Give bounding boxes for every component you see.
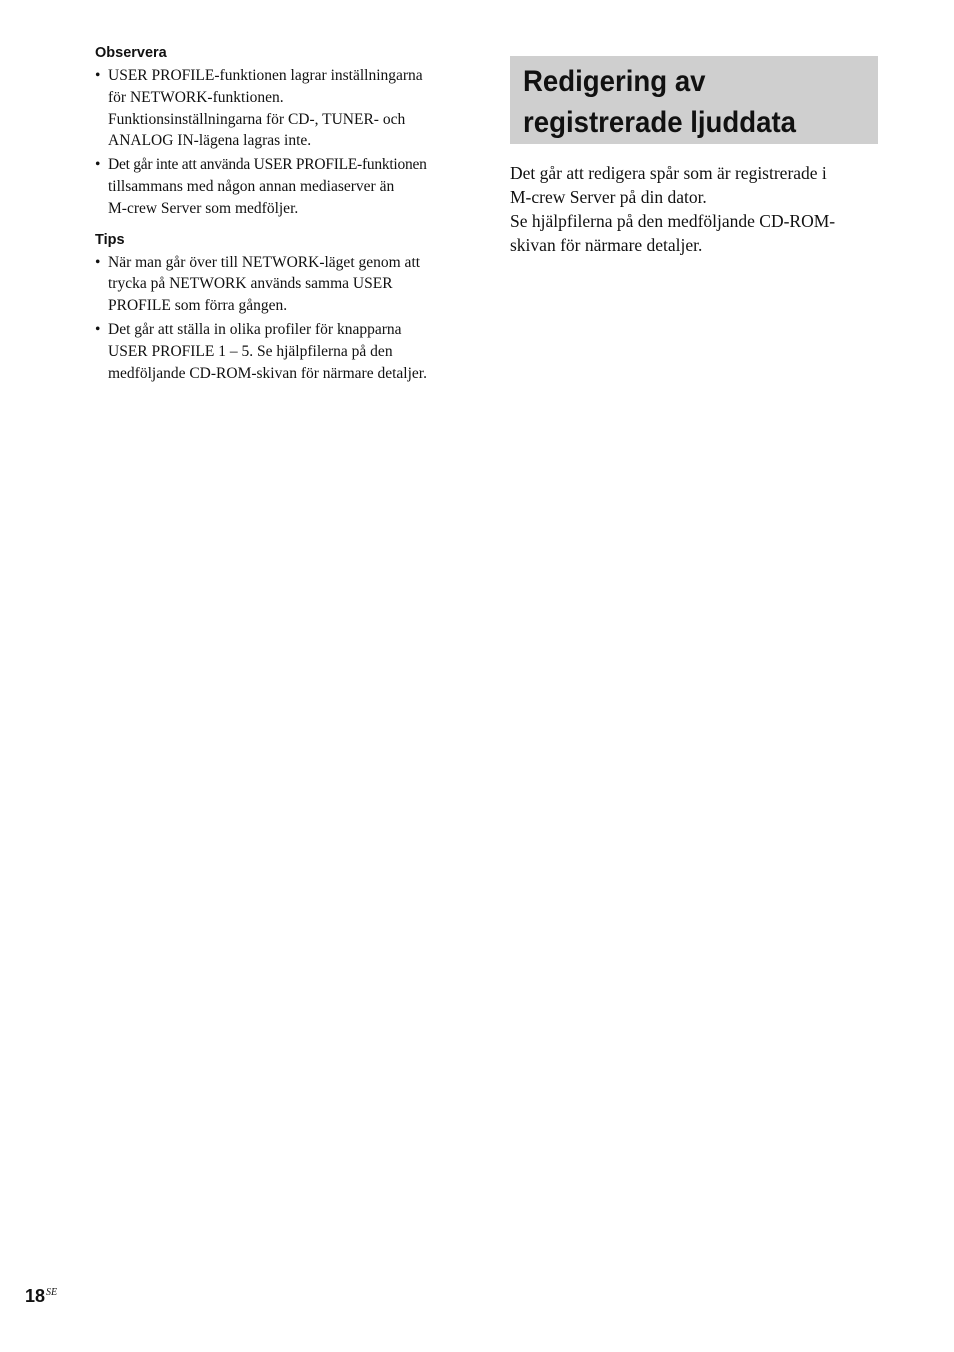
page-number-value: 18 [25,1286,46,1306]
list-item [95,154,475,219]
section-title-line: Redigering av [523,65,706,98]
list-item [95,252,475,317]
page-number [25,1281,57,1308]
text-line: M-crew Server som medföljer. [108,199,299,217]
text-line: för NETWORK-funktionen. [108,88,284,106]
text-line: medföljande CD-ROM-skivan för närmare detaljer. [108,364,427,382]
bullet-icon: • [95,67,101,84]
page-number-suffix: SE [46,1287,58,1298]
observera-heading: Observera [95,45,167,61]
observera-list [95,65,475,220]
body-line: Det går att redigera spår som är registrerade i [510,163,827,183]
body-line: M-crew Server på din dator. [510,187,707,207]
text-line: Funktionsinställningarna för CD-, TUNER- och [108,110,406,128]
right-column [510,56,878,257]
text-line: tillsammans med någon annan mediaserver än [108,177,395,195]
list-item [95,319,475,384]
text-line: USER PROFILE 1 – 5. Se hjälpfilerna på den [108,342,393,360]
bullet-icon: • [95,253,101,271]
text-line: Det går inte att använda USER PROFILE-funktionen [108,156,427,174]
list-item [95,65,475,152]
text-line: När man går över till NETWORK-läget genom att [108,253,421,271]
body-line: skivan för närmare detaljer. [510,235,703,255]
section-title-box [510,56,878,144]
tips-list [95,252,475,385]
section-body [510,161,878,257]
left-column [95,44,475,386]
section-title-line: registrerade ljuddata [523,106,797,139]
bullet-icon: • [95,320,101,338]
bullet-icon: • [95,156,101,174]
text-line: Det går att ställa in olika profiler för knapparna [108,320,402,338]
text-line: PROFILE som förra gången. [108,297,288,315]
tips-heading: Tips [95,231,125,248]
body-line: Se hjälpfilerna på den medföljande CD-ROM- [510,211,836,231]
text-line: USER PROFILE-funktionen lagrar inställningarna [108,67,423,84]
text-line: trycka på NETWORK används samma USER [108,275,393,293]
text-line: ANALOG IN-lägena lagras inte. [108,132,312,150]
